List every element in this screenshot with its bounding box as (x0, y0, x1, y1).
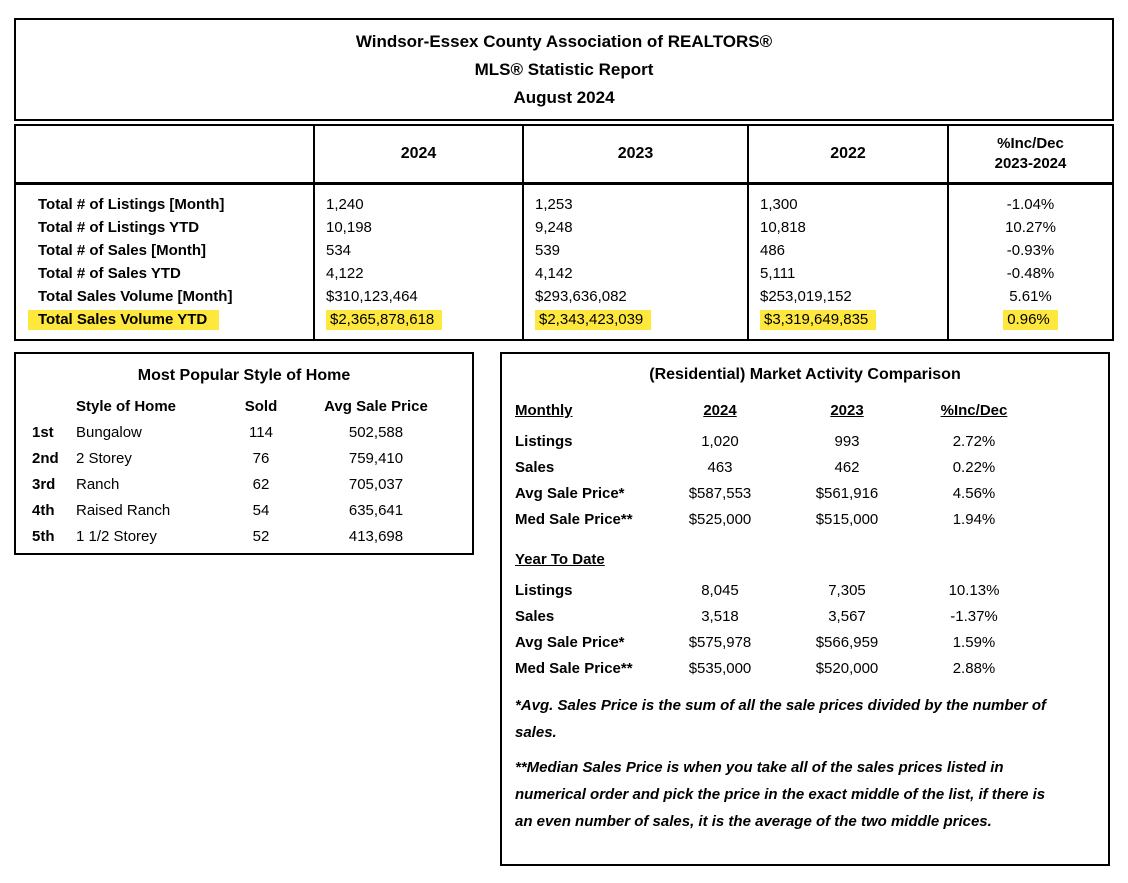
popular-style-rank-header (16, 393, 76, 420)
market-activity-monthly-header-row (502, 398, 1108, 424)
summary-value: $253,019,152 (760, 288, 852, 305)
avg-sale-price: 413,698 (348, 528, 404, 545)
avg-sale-price: 705,037 (348, 476, 404, 493)
sold-count: 52 (252, 528, 270, 545)
metric-label: Listings (515, 433, 573, 450)
highlight-marker: Total Sales Volume YTD (28, 310, 219, 330)
metric-label: Avg Sale Price* (515, 485, 625, 502)
summary-value: 1,253 (535, 196, 573, 213)
footnote-avg-sales-price: *Avg. Sales Price is the sum of all the sale prices divided by the number of sales. (515, 697, 1046, 741)
popular-style-style-header: Style of Home (76, 398, 177, 415)
summary-value: $293,636,082 (535, 288, 627, 305)
summary-value: 5,111 (760, 265, 796, 282)
avg-sale-price: 502,588 (348, 424, 404, 441)
market-activity-row (502, 604, 1108, 630)
ytd-section-header-text: Year To Date (515, 551, 605, 568)
value-2023: 3,567 (828, 608, 866, 625)
highlight-marker: $2,343,423,039 (535, 310, 651, 330)
summary-2024-column (313, 185, 522, 339)
summary-row-label: Total # of Sales [Month] (38, 242, 207, 259)
market-activity-title: (Residential) Market Activity Comparison (649, 366, 961, 383)
summary-header-pct-line1: %Inc/Dec (997, 135, 1064, 152)
value-2023: 462 (834, 459, 860, 476)
value-pct: 1.59% (952, 634, 996, 651)
rank-label: 1st (32, 424, 54, 441)
sold-count: 62 (252, 476, 270, 493)
market-activity-row (502, 656, 1108, 682)
avg-sale-price: 635,641 (348, 502, 404, 519)
summary-pct-value: -0.48% (1006, 265, 1055, 282)
value-2023: 993 (834, 433, 860, 450)
monthly-section-header (502, 398, 660, 424)
column-header-pct-text: %Inc/Dec (940, 402, 1008, 419)
rank-label: 2nd (32, 450, 59, 467)
popular-style-avg-header: Avg Sale Price (324, 398, 428, 415)
column-header-2024-text: 2024 (703, 402, 737, 419)
metric-label: Listings (515, 582, 573, 599)
value-2024: $525,000 (688, 511, 752, 528)
popular-style-header-row (16, 393, 472, 420)
style-name: Raised Ranch (76, 502, 171, 519)
value-pct: 4.56% (952, 485, 996, 502)
value-2024: $575,978 (688, 634, 752, 651)
column-header-2023-text: 2023 (830, 402, 864, 419)
style-name: 2 Storey (76, 450, 132, 467)
summary-value: $310,123,464 (326, 288, 418, 305)
summary-pct-value: 5.61% (1009, 288, 1052, 305)
popular-style-row (16, 472, 472, 498)
summary-header-2022: 2022 (747, 126, 947, 182)
style-name: 1 1/2 Storey (76, 528, 157, 545)
summary-header-pct-line2: 2023-2024 (994, 155, 1067, 172)
sold-count: 54 (252, 502, 270, 519)
popular-style-title: Most Popular Style of Home (137, 367, 351, 384)
market-activity-row (502, 630, 1108, 656)
summary-header-pct-inc-dec (947, 126, 1112, 182)
value-pct: 2.88% (952, 660, 996, 677)
summary-value: 534 (326, 242, 352, 259)
ytd-section-header (502, 547, 1108, 573)
summary-table-header-row (16, 126, 1112, 185)
report-title-report-name: MLS® Statistic Report (474, 59, 654, 79)
ytd-rows (502, 578, 1108, 682)
value-pct: -1.37% (950, 608, 998, 625)
metric-label: Sales (515, 608, 555, 625)
report-title-association: Windsor-Essex County Association of REALTORS® (355, 31, 773, 51)
value-2024: 3,518 (701, 608, 739, 625)
popular-style-sold-header: Sold (244, 398, 278, 415)
summary-header-2024: 2024 (313, 126, 522, 182)
column-header-pct (914, 398, 1034, 424)
summary-pct-value-highlighted (949, 308, 1112, 331)
style-name: Ranch (76, 476, 120, 493)
summary-pct-value: -0.93% (1006, 242, 1055, 259)
rank-label: 4th (32, 502, 55, 519)
rank-label: 3rd (32, 476, 56, 493)
market-activity-row (502, 507, 1108, 533)
value-2024: 463 (707, 459, 733, 476)
summary-row-label: Total # of Listings YTD (38, 219, 200, 236)
value-2023: $566,959 (815, 634, 879, 651)
footnote-median-sales-price: **Median Sales Price is when you take all of the sales prices listed in numerical order and pick the price in the exact middle of the list, if there is an even number of sales, it is the average of the two middle prices. (515, 759, 1046, 830)
highlight-marker: 0.96% (1003, 310, 1058, 330)
metric-label: Sales (515, 459, 555, 476)
market-activity-row (502, 455, 1108, 481)
summary-value-highlighted (749, 308, 947, 331)
value-pct: 2.72% (952, 433, 996, 450)
summary-row-label: Total # of Sales YTD (38, 265, 181, 282)
summary-value: 539 (535, 242, 561, 259)
summary-value: 4,142 (535, 265, 573, 282)
summary-value-highlighted (315, 308, 522, 331)
value-2024: $535,000 (688, 660, 752, 677)
monthly-section-header-text: Monthly (515, 402, 573, 419)
avg-sale-price: 759,410 (348, 450, 404, 467)
summary-pct-value: -1.04% (1006, 196, 1055, 213)
summary-header-2023: 2023 (522, 126, 747, 182)
summary-table-body (16, 185, 1112, 339)
summary-table (14, 124, 1114, 341)
metric-label: Med Sale Price** (515, 511, 633, 528)
popular-style-row (16, 524, 472, 550)
report-title-box (14, 18, 1114, 121)
monthly-rows (502, 429, 1108, 533)
market-activity-row (502, 429, 1108, 455)
summary-value: 4,122 (326, 265, 364, 282)
summary-row-label: Total # of Listings [Month] (38, 196, 225, 213)
summary-value: 1,240 (326, 196, 364, 213)
popular-style-box (14, 352, 474, 555)
summary-pct-column (947, 185, 1112, 339)
value-2023: $561,916 (815, 485, 879, 502)
value-2024: 8,045 (701, 582, 739, 599)
summary-2023-column (522, 185, 747, 339)
highlight-marker: $3,319,649,835 (760, 310, 876, 330)
summary-value-highlighted (524, 308, 747, 331)
rank-label: 5th (32, 528, 55, 545)
style-name: Bungalow (76, 424, 142, 441)
highlight-marker: $2,365,878,618 (326, 310, 442, 330)
summary-value: 10,198 (326, 219, 372, 236)
metric-label: Med Sale Price** (515, 660, 633, 677)
value-2024: $587,553 (688, 485, 752, 502)
value-2023: 7,305 (828, 582, 866, 599)
value-pct: 1.94% (952, 511, 996, 528)
column-header-2023 (780, 398, 914, 424)
value-2023: $520,000 (815, 660, 879, 677)
report-title-month: August 2024 (513, 87, 615, 107)
popular-style-row (16, 446, 472, 472)
summary-value: 1,300 (760, 196, 798, 213)
market-activity-row (502, 578, 1108, 604)
popular-style-row (16, 498, 472, 524)
popular-style-row (16, 420, 472, 446)
summary-value: 486 (760, 242, 786, 259)
summary-header-blank-cell (16, 126, 313, 182)
summary-pct-value: 10.27% (1005, 219, 1056, 236)
summary-label-column (16, 185, 313, 339)
value-2023: $515,000 (815, 511, 879, 528)
sold-count: 76 (252, 450, 270, 467)
metric-label: Avg Sale Price* (515, 634, 625, 651)
summary-value: 9,248 (535, 219, 573, 236)
value-pct: 0.22% (952, 459, 996, 476)
summary-2022-column (747, 185, 947, 339)
market-activity-box (500, 352, 1110, 866)
value-pct: 10.13% (948, 582, 1000, 599)
summary-row-label: Total Sales Volume [Month] (38, 288, 233, 305)
value-2024: 1,020 (701, 433, 739, 450)
summary-row-label-highlighted (16, 308, 313, 331)
sold-count: 114 (249, 424, 273, 441)
market-activity-row (502, 481, 1108, 507)
summary-value: 10,818 (760, 219, 806, 236)
column-header-2024 (660, 398, 780, 424)
